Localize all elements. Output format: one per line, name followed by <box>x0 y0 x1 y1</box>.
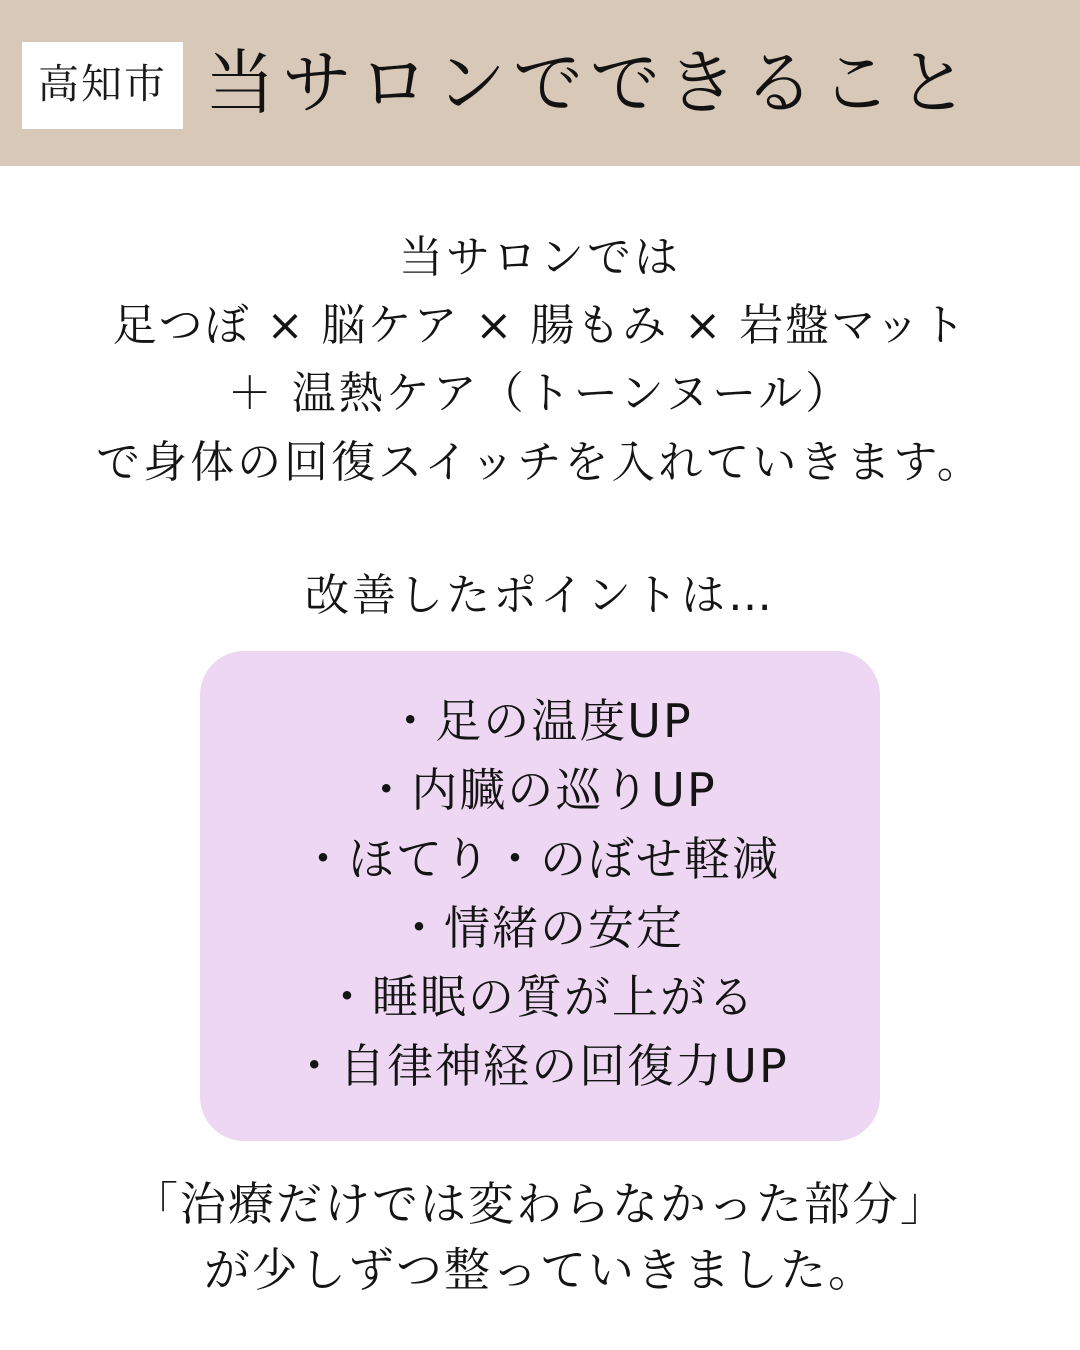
list-item: ・自律神経の回復力UP <box>291 1038 789 1093</box>
list-item: ・内臓の巡りUP <box>363 762 717 817</box>
intro-line: ＋ 温熱ケア（トーンヌール） <box>227 368 853 420</box>
header-band <box>0 0 1080 166</box>
page-title: 当サロンでできること <box>205 42 975 124</box>
content-area <box>0 224 1080 1304</box>
intro-paragraph <box>30 224 1050 497</box>
list-item: ・睡眠の質が上がる <box>324 969 756 1024</box>
points-card <box>200 651 880 1141</box>
intro-line: で身体の回復スイッチを入れていきます。 <box>96 436 984 488</box>
city-tag: 高知市 <box>22 42 183 129</box>
closing-line: が少しずつ整っていきました。 <box>204 1243 876 1298</box>
list-item: ・情緒の安定 <box>396 900 684 955</box>
closing-paragraph <box>30 1171 1050 1304</box>
list-item: ・足の温度UP <box>387 693 693 748</box>
sub-heading: 改善したポイントは… <box>305 569 775 621</box>
list-item: ・ほてり・のぼせ軽減 <box>300 831 780 886</box>
closing-line: 「治療だけでは変わらなかった部分」 <box>132 1176 948 1231</box>
intro-line: 足つぼ × 脳ケア × 腸もみ × 岩盤マット <box>112 300 968 352</box>
intro-line: 当サロンでは <box>399 232 681 283</box>
